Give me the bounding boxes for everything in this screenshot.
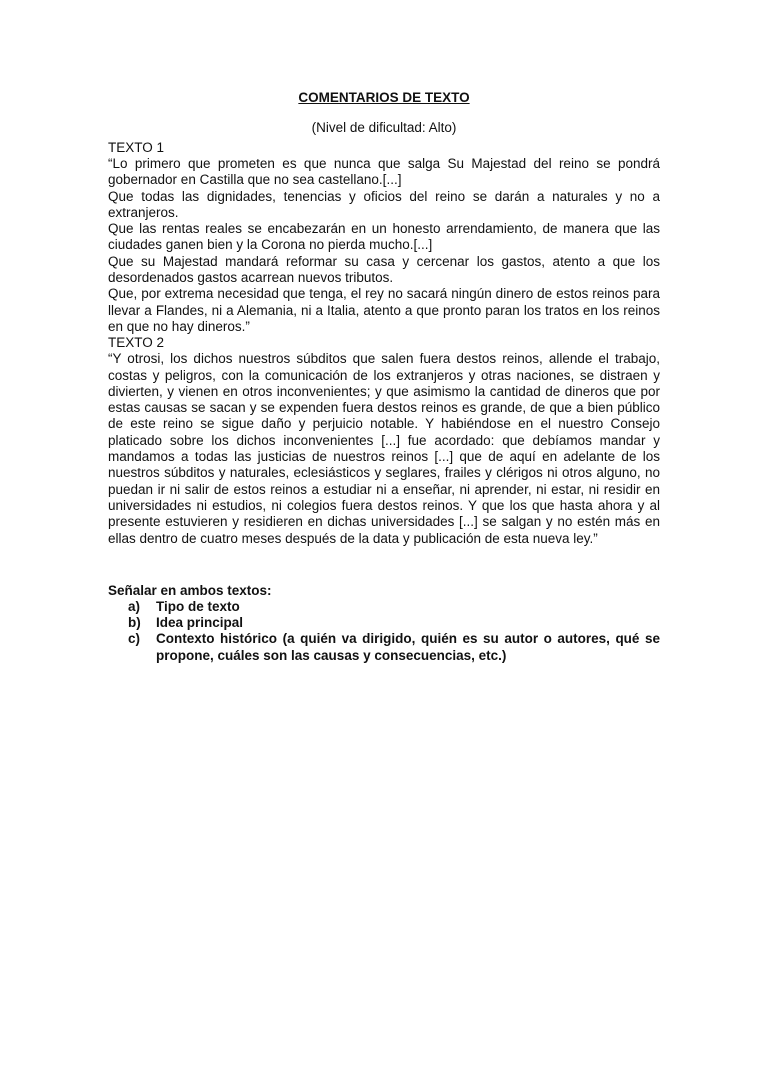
task-item-text: Idea principal <box>156 615 244 631</box>
text-1-paragraph: Que su Majestad mandará reformar su casa y cercenar los gastos, atento a que los desordenados gastos acarrean nuevos tributos. <box>108 253 660 286</box>
task-item-text: Contexto histórico (a quién va dirigido, quién es su autor o autores, qué se propone, cuáles son las causas y consecuencias, etc.) <box>156 631 660 663</box>
text-2-heading: TEXTO 2 <box>108 335 165 351</box>
text-1-heading: TEXTO 1 <box>108 140 165 155</box>
task-item <box>108 599 660 615</box>
text-1-paragraph: “Lo primero que prometen es que nunca que salga Su Majestad del reino se pondrá gobernador en Castilla que no sea castellano.[...] <box>108 156 660 188</box>
difficulty-subtitle: (Nivel de dificultad: Alto) <box>311 120 457 135</box>
task-list <box>108 599 660 664</box>
text-2-section <box>108 335 660 547</box>
task-item <box>108 631 660 664</box>
document-title: COMENTARIOS DE TEXTO <box>298 90 470 105</box>
task-item-text: Tipo de texto <box>156 598 240 614</box>
text-1-paragraph: Que todas las dignidades, tenencias y oficios del reino se darán a naturales y no a extranjeros. <box>108 188 660 220</box>
task-heading: Señalar en ambos textos: <box>108 582 272 598</box>
text-2-paragraph: “Y otrosi, los dichos nuestros súbditos que salen fuera destos reinos, allende el trabajo, costas y peligros, con la comunicación de los extranjeros y otras naciones, se distraen y divierten, y vienen en otros inconvenientes; y que asimismo la cantidad de dineros que por estas causas se sacan y se expenden fuera destos reinos es grande, de que a bien público de este reino se sigue daño y perjuicio notable. Y habiéndose en el nuestro Consejo platicado sobre los dichos inconvenientes [...] fue acordado: que debíamos mandar y mandamos a todas las justicias de nuestros reinos [...] que de aquí en adelante de los nuestros súbditos y naturales, eclesiásticos y seglares, frailes y clérigos ni otros alguno, no puedan ir ni salir de estos reinos a estudiar ni a enseñar, ni aprender, ni estar, ni residir en universidades ni estudios, ni colegios fuera destos reinos. Y que los que hasta ahora y al presente estuvieren y residieren en dichas universidades [...] se salgan y no estén más en ellas dentro de cuatro meses después de la data y publicación de esta nueva ley.” <box>108 351 660 546</box>
text-1-paragraph: Que, por extrema necesidad que tenga, el rey no sacará ningún dinero de estos reinos para llevar a Flandes, ni a Alemania, ni a Italia, atento a que pronto paran los tratos en los reinos en que no hay dineros.” <box>108 286 660 334</box>
text-1-section <box>108 140 660 335</box>
task-item-letter: b) <box>128 615 141 631</box>
task-item <box>108 615 660 631</box>
task-item-letter: a) <box>128 598 141 614</box>
task-section <box>108 583 660 664</box>
task-item-letter: c) <box>128 631 141 647</box>
text-1-paragraph: Que las rentas reales se encabezarán en un honesto arrendamiento, de manera que las ciudades ganen bien y la Corona no pierda mucho.[...] <box>108 221 660 253</box>
document-page <box>108 90 660 664</box>
